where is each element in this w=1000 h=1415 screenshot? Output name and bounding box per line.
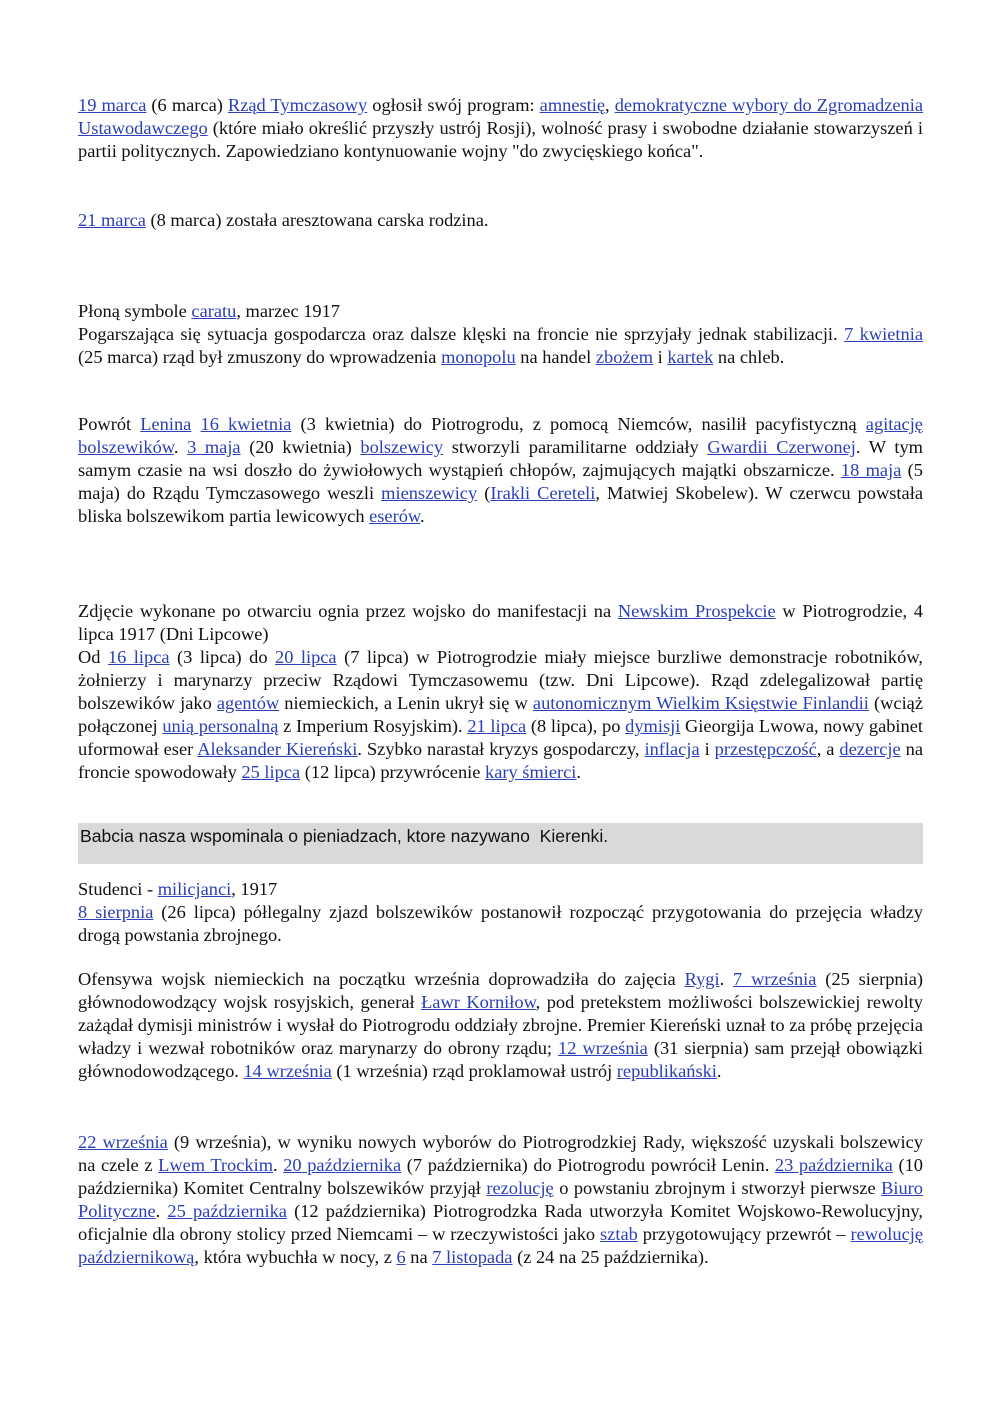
inline-link[interactable]: inflacja bbox=[644, 739, 700, 759]
body-text: przygotowujący przewrót – bbox=[637, 1224, 851, 1244]
inline-link[interactable]: Aleksander Kiereński bbox=[197, 739, 358, 759]
body-text: na chleb. bbox=[713, 347, 785, 367]
body-text: . bbox=[420, 506, 425, 526]
body-text: , która wybuchła w nocy, z bbox=[194, 1247, 397, 1267]
body-text: niemieckich, a Lenin ukrył się w bbox=[279, 693, 533, 713]
body-text: (10 października) Komitet Centralny bolszewików przyjął bbox=[78, 1155, 923, 1198]
paragraph-german-offensive bbox=[78, 968, 923, 1083]
paragraph-july-days bbox=[78, 600, 923, 784]
body-text: (7 października) do Piotrogrodu powrócił Lenin. bbox=[401, 1155, 775, 1175]
body-text: z Imperium Rosyjskim). bbox=[278, 716, 468, 736]
body-text: (25 marca) rząd był zmuszony do wprowadzenia bbox=[78, 347, 442, 367]
body-text: . bbox=[273, 1155, 284, 1175]
body-text: Pogarszająca się sytuacja gospodarcza oraz dalsze klęski na froncie nie sprzyjały jednak stabilizacji. bbox=[78, 324, 845, 344]
body-text: (z 24 na 25 października). bbox=[512, 1247, 709, 1267]
body-text: ogłosił swój program: bbox=[367, 95, 540, 115]
inline-link[interactable]: autonomicznym Wielkim Księstwie Finlandii bbox=[532, 693, 869, 713]
inline-link[interactable]: 14 września bbox=[243, 1061, 332, 1081]
inline-link[interactable]: Rygi bbox=[684, 969, 720, 989]
body-text: Płoną symbole bbox=[78, 301, 192, 321]
body-text: i bbox=[653, 347, 668, 367]
body-text: ( bbox=[477, 483, 491, 503]
body-text: (3 kwietnia) do Piotrogrodu, z pomocą Niemców, nasilił pacyfistyczną bbox=[291, 414, 866, 434]
inline-link[interactable]: agitację bbox=[865, 414, 923, 434]
inline-link[interactable]: Newskim Prospekcie bbox=[617, 601, 776, 621]
inline-link[interactable]: dezercje bbox=[839, 739, 901, 759]
body-text: (1 września) rząd proklamował ustrój bbox=[331, 1061, 617, 1081]
body-text: , pod pretekstem możliwości bolszewickiej rewolty zażądał dymisji ministrów i wysłał do Piotrogrodu oddziały zbrojne. Premier Kiereński uznał to za próbę przejęcia władzy i wezwał robotników oraz marynarzy do obrony rządu; bbox=[78, 992, 923, 1058]
body-text: Od bbox=[78, 647, 108, 667]
body-text: . bbox=[716, 1061, 722, 1081]
inline-link[interactable]: Lenina bbox=[140, 414, 192, 434]
body-text: . bbox=[719, 969, 734, 989]
body-text: Zdjęcie wykonane po otwarciu ognia przez wojsko do manifestacji na bbox=[78, 601, 618, 621]
inline-link[interactable]: mienszewicy bbox=[381, 483, 478, 503]
body-text: w Piotrogrodzie, 4 lipca 1917 (Dni Lipcowe) bbox=[78, 601, 923, 644]
inline-link[interactable]: 21 marca bbox=[78, 210, 146, 230]
inline-link[interactable]: eserów bbox=[369, 506, 420, 526]
inline-link[interactable]: kartek bbox=[667, 347, 714, 367]
body-text: (5 maja) do Rządu Tymczasowego weszli bbox=[78, 460, 924, 503]
inline-link[interactable]: demokratyczne wybory do Zgromadzenia Ustawodawczego bbox=[78, 95, 924, 138]
inline-link[interactable]: monopolu bbox=[441, 347, 516, 367]
body-text: , a bbox=[816, 739, 840, 759]
inline-link[interactable]: republikański bbox=[616, 1061, 717, 1081]
body-text: . W tym samym czasie na wsi doszło do żywiołowych wystąpień chłopów, zajmujących majątki obszarnicze. bbox=[78, 437, 923, 480]
body-text: . bbox=[173, 437, 188, 457]
paragraph-lenin-return bbox=[78, 413, 923, 528]
inline-link[interactable]: 7 listopada bbox=[432, 1247, 513, 1267]
body-text: Gieorgija Lwowa, nowy gabinet uformował eser bbox=[78, 716, 924, 759]
body-text: . bbox=[576, 762, 582, 782]
body-text: (3 lipca) do bbox=[169, 647, 275, 667]
highlighted-note: Babcia nasza wspominala o pieniadzach, ktore nazywano Kierenki. bbox=[78, 823, 923, 864]
inline-link[interactable]: Biuro Polityczne bbox=[78, 1178, 924, 1221]
inline-link[interactable]: kary śmierci bbox=[485, 762, 577, 782]
inline-link[interactable]: 7 września bbox=[733, 969, 817, 989]
body-text: (12 lipca) przywrócenie bbox=[300, 762, 486, 782]
paragraph-tsar-family-arrest bbox=[78, 209, 489, 232]
inline-link[interactable]: 6 bbox=[396, 1247, 406, 1267]
body-text: (wciąż połączonej bbox=[78, 693, 923, 736]
inline-link[interactable]: zbożem bbox=[595, 347, 654, 367]
inline-link[interactable]: 18 maja bbox=[840, 460, 902, 480]
body-text: Ofensywa wojsk niemieckich na początku września doprowadziła do zajęcia bbox=[78, 969, 685, 989]
body-text bbox=[191, 414, 200, 434]
body-text: na bbox=[405, 1247, 433, 1267]
body-text: , 1917 bbox=[231, 879, 278, 899]
inline-link[interactable]: 12 września bbox=[558, 1038, 648, 1058]
inline-link[interactable]: rezolucję bbox=[486, 1178, 554, 1198]
paragraph-october-revolution bbox=[78, 1131, 923, 1269]
inline-link[interactable]: 25 października bbox=[167, 1201, 287, 1221]
body-text: (26 lipca) półlegalny zjazd bolszewików postanowił rozpocząć przygotowania do przejęcia władzy drogą powstania zbrojnego. bbox=[78, 902, 923, 945]
inline-link[interactable]: przestępczość bbox=[714, 739, 817, 759]
inline-link[interactable]: Gwardii Czerwonej bbox=[707, 437, 856, 457]
inline-link[interactable]: 21 lipca bbox=[467, 716, 527, 736]
inline-link[interactable]: Ławr Korniłow bbox=[421, 992, 536, 1012]
inline-link[interactable]: 7 kwietnia bbox=[844, 324, 923, 344]
body-text: . bbox=[155, 1201, 168, 1221]
inline-link[interactable]: 23 października bbox=[774, 1155, 893, 1175]
body-text: na froncie spowodowały bbox=[78, 739, 923, 782]
inline-link[interactable]: milicjanci bbox=[157, 879, 232, 899]
inline-link[interactable]: bolszewicy bbox=[360, 437, 444, 457]
body-text: (31 sierpnia) sam przejął obowiązki głównodowodzącego. bbox=[78, 1038, 924, 1081]
inline-link[interactable]: 25 lipca bbox=[241, 762, 301, 782]
body-text: (6 marca) bbox=[146, 95, 228, 115]
inline-link[interactable]: 22 września bbox=[78, 1132, 168, 1152]
body-text: (8 lipca), po bbox=[526, 716, 626, 736]
inline-link[interactable]: 20 października bbox=[283, 1155, 402, 1175]
inline-link[interactable]: 16 kwietnia bbox=[200, 414, 292, 434]
body-text: (25 sierpnia) głównodowodzący wojsk rosyjskich, generał bbox=[78, 969, 923, 1012]
inline-link[interactable]: 19 marca bbox=[78, 95, 147, 115]
body-text: stworzyli paramilitarne oddziały bbox=[443, 437, 708, 457]
inline-link[interactable]: 20 lipca bbox=[275, 647, 337, 667]
inline-link[interactable]: Lwem Trockim bbox=[158, 1155, 274, 1175]
body-text: (7 lipca) w Piotrogrodzie miały miejsce burzliwe demonstracje robotników, żołnierzy i marynarzy przeciw Rządowi Tymczasowemu (tzw. Dni Lipcowe). Rząd zdelegalizował partię bolszewików jako bbox=[78, 647, 924, 713]
body-text: o powstaniu zbrojnym i stworzył pierwsze bbox=[553, 1178, 882, 1198]
inline-link[interactable]: unią personalną bbox=[162, 716, 279, 736]
inline-link[interactable]: agentów bbox=[216, 693, 280, 713]
body-text: Powrót bbox=[78, 414, 141, 434]
body-text: (8 marca) została aresztowana carska rodzina. bbox=[145, 210, 489, 230]
inline-link[interactable]: Rząd Tymczasowy bbox=[227, 95, 368, 115]
inline-link[interactable]: dymisji bbox=[625, 716, 681, 736]
paragraph-economic-situation bbox=[78, 300, 923, 369]
paragraph-student-militia bbox=[78, 878, 923, 947]
body-text: Studenci - bbox=[78, 879, 158, 899]
body-text: (20 kwietnia) bbox=[240, 437, 361, 457]
body-text: (które miało określić przyszły ustrój Rosji), wolność prasy i swobodne działanie stowarzyszeń i partii politycznych. Zapowiedziano kontynuowanie wojny "do zwycięskiego końca". bbox=[78, 118, 923, 161]
inline-link[interactable]: 8 sierpnia bbox=[78, 902, 154, 922]
body-text: (12 października) Piotrogrodzka Rada utworzyła Komitet Wojskowo-Rewolucyjny, oficjalnie dla obrony stolicy przed Niemcami – w rzeczywistości jako bbox=[78, 1201, 923, 1244]
inline-link[interactable]: caratu bbox=[191, 301, 237, 321]
body-text: na handel bbox=[515, 347, 596, 367]
inline-link[interactable]: Irakli Cereteli bbox=[490, 483, 596, 503]
body-text: (9 września), w wyniku nowych wyborów do Piotrogrodzkiej Rady, większość uzyskali bolszewicy na czele z bbox=[78, 1132, 924, 1175]
body-text: . Szybko narastał kryzys gospodarczy, bbox=[357, 739, 645, 759]
paragraph-provisional-government-program bbox=[78, 94, 923, 163]
body-text: , bbox=[605, 95, 615, 115]
inline-link[interactable]: amnestię bbox=[539, 95, 606, 115]
inline-link[interactable]: 16 lipca bbox=[107, 647, 170, 667]
inline-link[interactable]: 3 maja bbox=[187, 437, 241, 457]
body-text: , Matwiej Skobelew). W czerwcu powstała bliska bolszewikom partia lewicowych bbox=[78, 483, 923, 526]
body-text: i bbox=[699, 739, 715, 759]
body-text: , marzec 1917 bbox=[236, 301, 340, 321]
inline-link[interactable]: rewolucję październikową bbox=[78, 1224, 924, 1267]
inline-link[interactable]: bolszewików bbox=[78, 437, 174, 457]
inline-link[interactable]: sztab bbox=[600, 1224, 638, 1244]
